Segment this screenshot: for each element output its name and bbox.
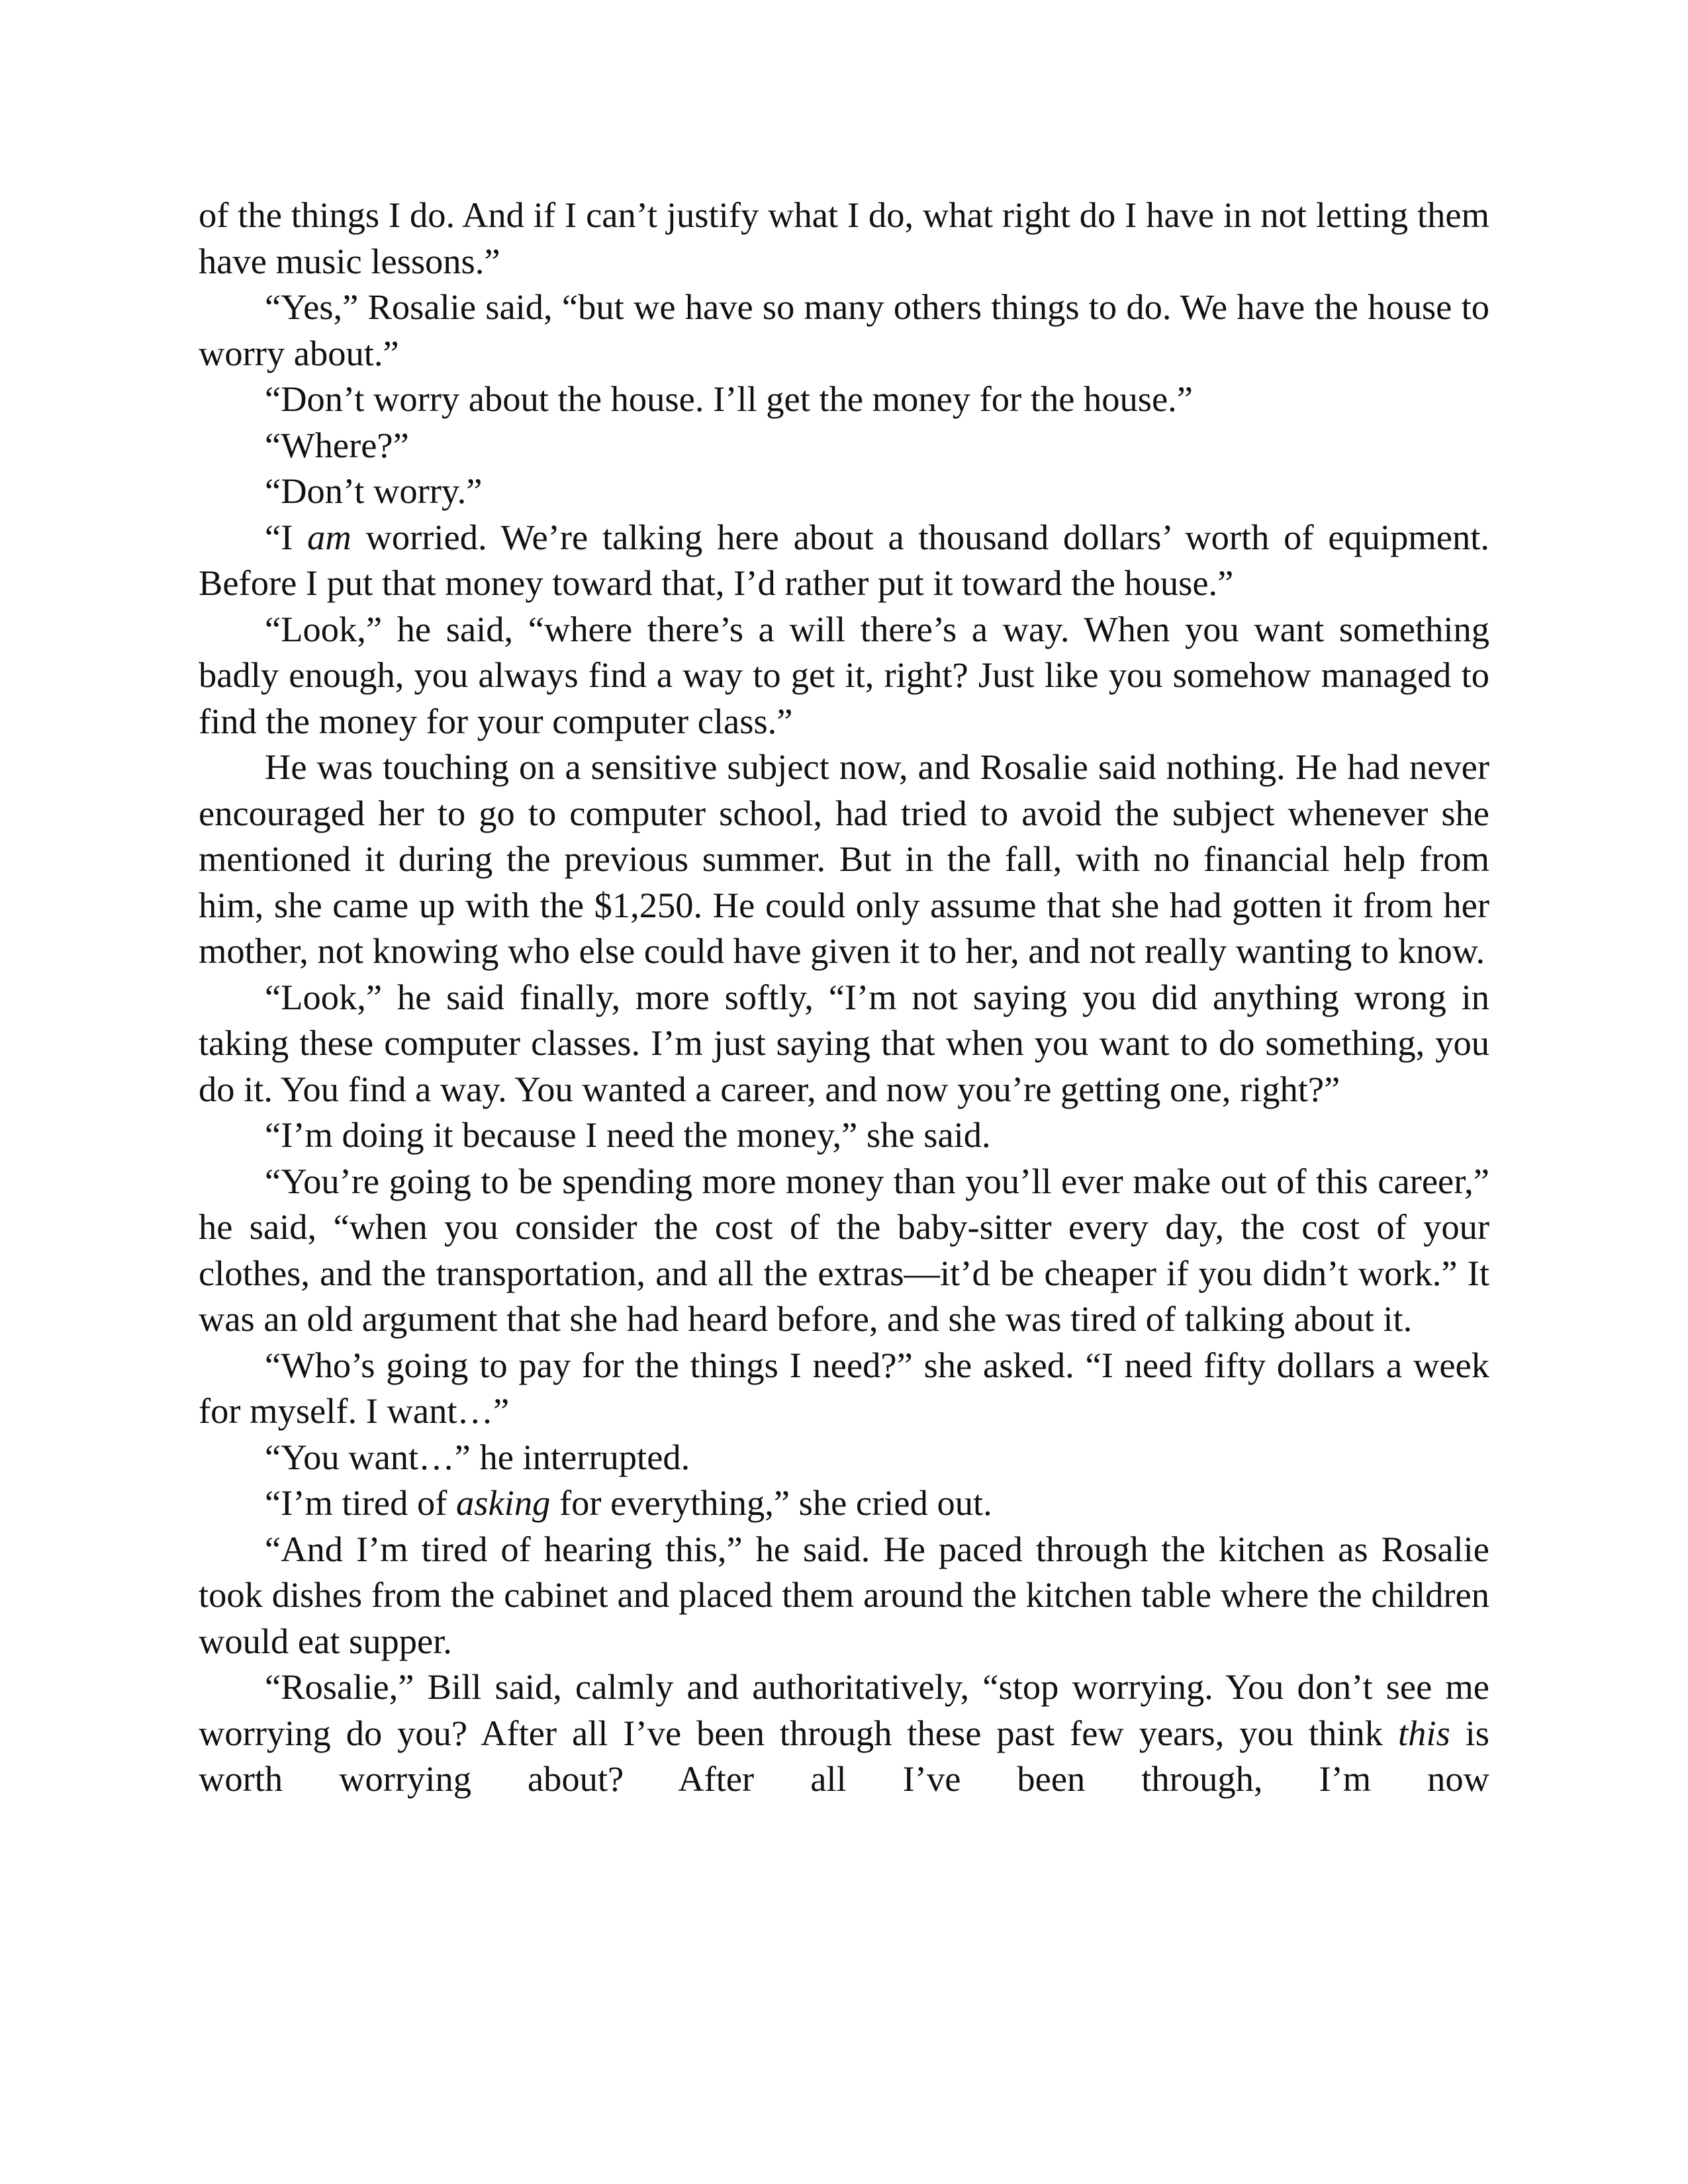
paragraph-10 (199, 1112, 1489, 1158)
text-segment: “I’m tired of (265, 1482, 457, 1523)
text-segment: “Look,” he said, “where there’s a will there’s a way. When you want something badly enough, you always find a way to get it, right? Just like you somehow managed to find the money for your computer class.” (199, 608, 1489, 741)
paragraph-1 (199, 192, 1489, 284)
paragraph-4 (199, 422, 1489, 469)
text-segment: “Where?” (265, 424, 409, 465)
italic-emphasis: asking (456, 1482, 551, 1523)
text-segment: “Don’t worry.” (265, 471, 483, 511)
paragraph-7 (199, 606, 1489, 745)
text-segment: “I (265, 516, 308, 557)
paragraph-3 (199, 376, 1489, 422)
paragraph-11 (199, 1158, 1489, 1342)
paragraph-15 (199, 1526, 1489, 1664)
text-segment: “Who’s going to pay for the things I need?” she asked. “I need fifty dollars a week for myself. I want…” (199, 1344, 1489, 1431)
text-segment: is worth worrying about? After all I’ve been through, I’m now (199, 1712, 1489, 1799)
text-segment: He was touching on a sensitive subject now, and Rosalie said nothing. He had never encouraged her to go to computer school, had tried to avoid the subject whenever she mentioned it during the previous summer. But in the fall, with no financial help from him, she came up with the $1,250. He could only assume that she had gotten it from her mother, not knowing who else could have given it to her, and not really wanting to know. (199, 747, 1489, 971)
italic-emphasis: this (1397, 1712, 1450, 1753)
paragraph-2 (199, 284, 1489, 376)
text-segment: “You’re going to be spending more money than you’ll ever make out of this career,” he said, “when you consider the cost of the baby-sitter every day, the cost of your clothes, and the transportation, and all the extras—it’d be cheaper if you didn’t work.” It was an old argument that she had heard before, and she was tired of talking about it. (199, 1160, 1489, 1339)
italic-emphasis: am (307, 516, 352, 557)
text-segment: “Yes,” Rosalie said, “but we have so many others things to do. We have the house to worry about.” (199, 287, 1489, 373)
paragraph-16 (199, 1664, 1489, 1802)
text-segment: of the things I do. And if I can’t justify what I do, what right do I have in not letting them have music lessons.” (199, 195, 1489, 281)
text-segment: “Look,” he said finally, more softly, “I’m not saying you did anything wrong in taking these computer classes. I’m just saying that when you want to do something, you do it. You find a way. You wanted a career, and now you’re getting one, right?” (199, 976, 1489, 1109)
text-segment: “Rosalie,” Bill said, calmly and authoritatively, “stop worrying. You don’t see me worrying do you? After all I’ve been through these past few years, you think (199, 1666, 1489, 1753)
paragraph-12 (199, 1342, 1489, 1434)
text-segment: for everything,” she cried out. (550, 1482, 992, 1523)
paragraph-5 (199, 468, 1489, 514)
text-segment: worried. We’re talking here about a thousand dollars’ worth of equipment. Before I put that money toward that, I’d rather put it toward the house.” (199, 516, 1490, 603)
paragraph-13 (199, 1434, 1489, 1480)
book-page (199, 192, 1489, 1802)
paragraph-6 (199, 514, 1489, 606)
paragraph-9 (199, 974, 1489, 1113)
paragraph-14 (199, 1480, 1489, 1526)
paragraph-8 (199, 744, 1489, 974)
text-segment: “And I’m tired of hearing this,” he said. He paced through the kitchen as Rosalie took dishes from the cabinet and placed them around the kitchen table where the children would eat supper. (199, 1528, 1489, 1661)
text-segment: “I’m doing it because I need the money,” she said. (265, 1115, 991, 1155)
text-segment: “You want…” he interrupted. (265, 1436, 690, 1477)
text-segment: “Don’t worry about the house. I’ll get the money for the house.” (265, 379, 1193, 419)
